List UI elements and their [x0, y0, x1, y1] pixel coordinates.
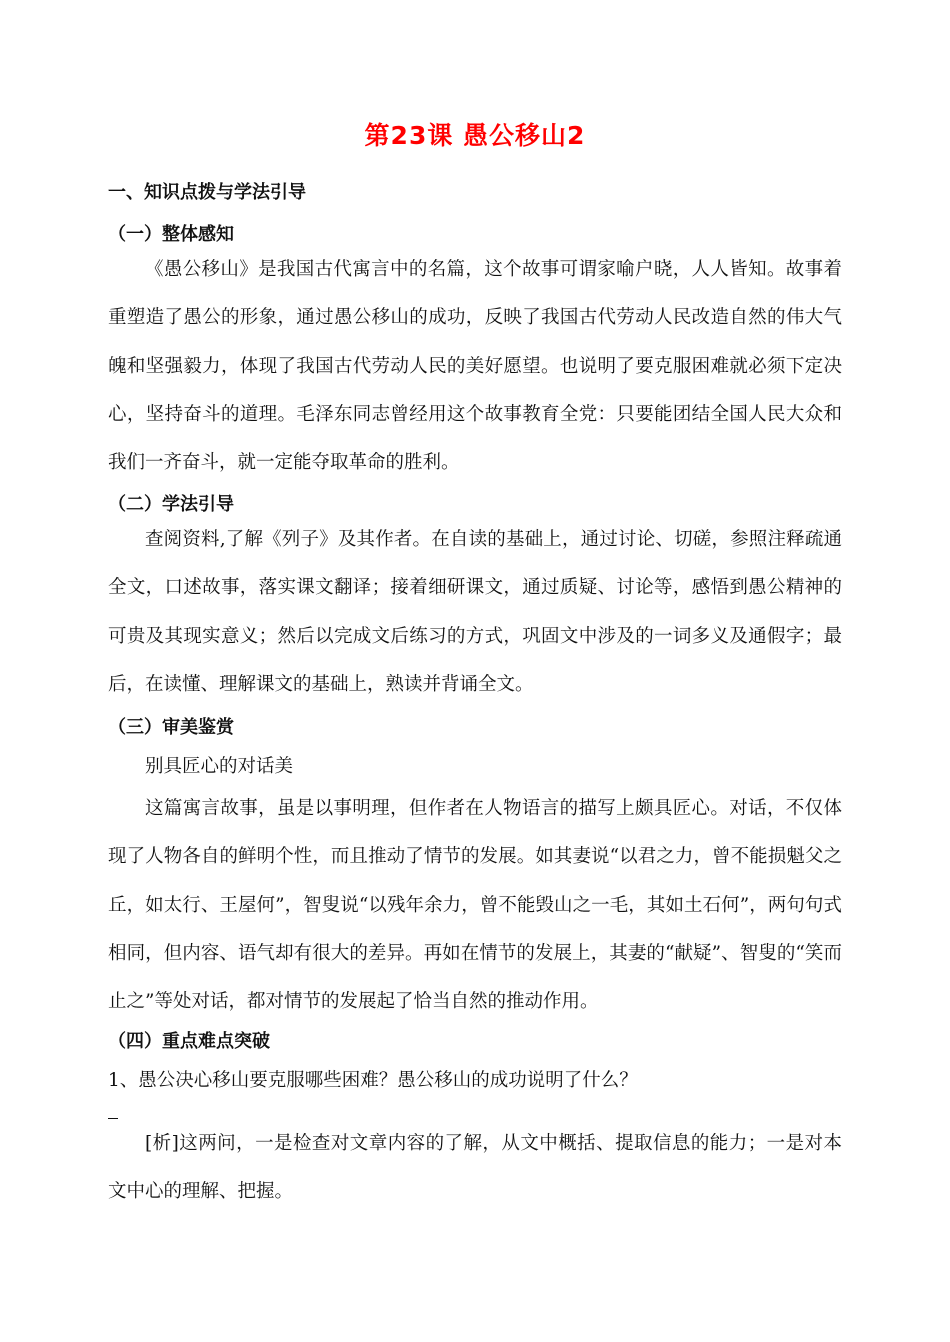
question-1: 1、愚公决心移山要克服哪些困难？愚公移山的成功说明了什么？: [108, 1070, 638, 1091]
subsection-heading-method: （二）学法引导: [108, 494, 234, 515]
stray-mark: [108, 1118, 118, 1119]
method-paragraph: 查阅资料,了解《列子》及其作者。在自读的基础上，通过讨论、切磋，参照注释疏通全文，口述故事，落实课文翻译；接着细研课文，通过质疑、讨论等，感悟到愚公精神的可贵及其现实意义；然后以完成文后练习的方式，巩固文中涉及的一词多义及通假字；最后，在读懂、理解课文的基础上，熟读并背诵全文。: [108, 529, 842, 695]
section-heading: 一、知识点拨与学法引导: [108, 182, 306, 203]
aesthetics-paragraph: 这篇寓言故事，虽是以事明理，但作者在人物语言的描写上颇具匠心。对话，不仅体现了人物各自的鲜明个性，而且推动了情节的发展。如其妻说“以君之力，曾不能损魁父之丘，如太行、王屋何”，智叟说“以残年余力，曾不能毁山之一毛，其如土石何”，两句句式相同，但内容、语气却有很大的差异。再如在情节的发展上，其妻的“献疑”、智叟的“笑而止之”等处对话，都对情节的发展起了恰当自然的推动作用。: [108, 798, 842, 1013]
overview-paragraph: 《愚公移山》是我国古代寓言中的名篇，这个故事可谓家喻户晓，人人皆知。故事着重塑造了愚公的形象，通过愚公移山的成功，反映了我国古代劳动人民改造自然的伟大气魄和坚强毅力，体现了我国古代劳动人民的美好愿望。也说明了要克服困难就必须下定决心，坚持奋斗的道理。毛泽东同志曾经用这个故事教育全党：只要能团结全国人民大众和我们一齐奋斗，就一定能夺取革命的胜利。: [108, 259, 842, 474]
subsection-heading-key-points: （四）重点难点突破: [108, 1031, 270, 1052]
subsection-heading-overview: （一）整体感知: [108, 224, 234, 245]
page-title: 第23课 愚公移山2: [364, 121, 586, 150]
subsection-heading-aesthetics: （三）审美鉴赏: [108, 717, 234, 738]
analysis-paragraph: [析]这两问，一是检查对文章内容的了解，从文中概括、提取信息的能力；一是对本文中心的理解、把握。: [108, 1133, 842, 1203]
aesthetics-subtitle: 别具匠心的对话美: [145, 756, 294, 777]
